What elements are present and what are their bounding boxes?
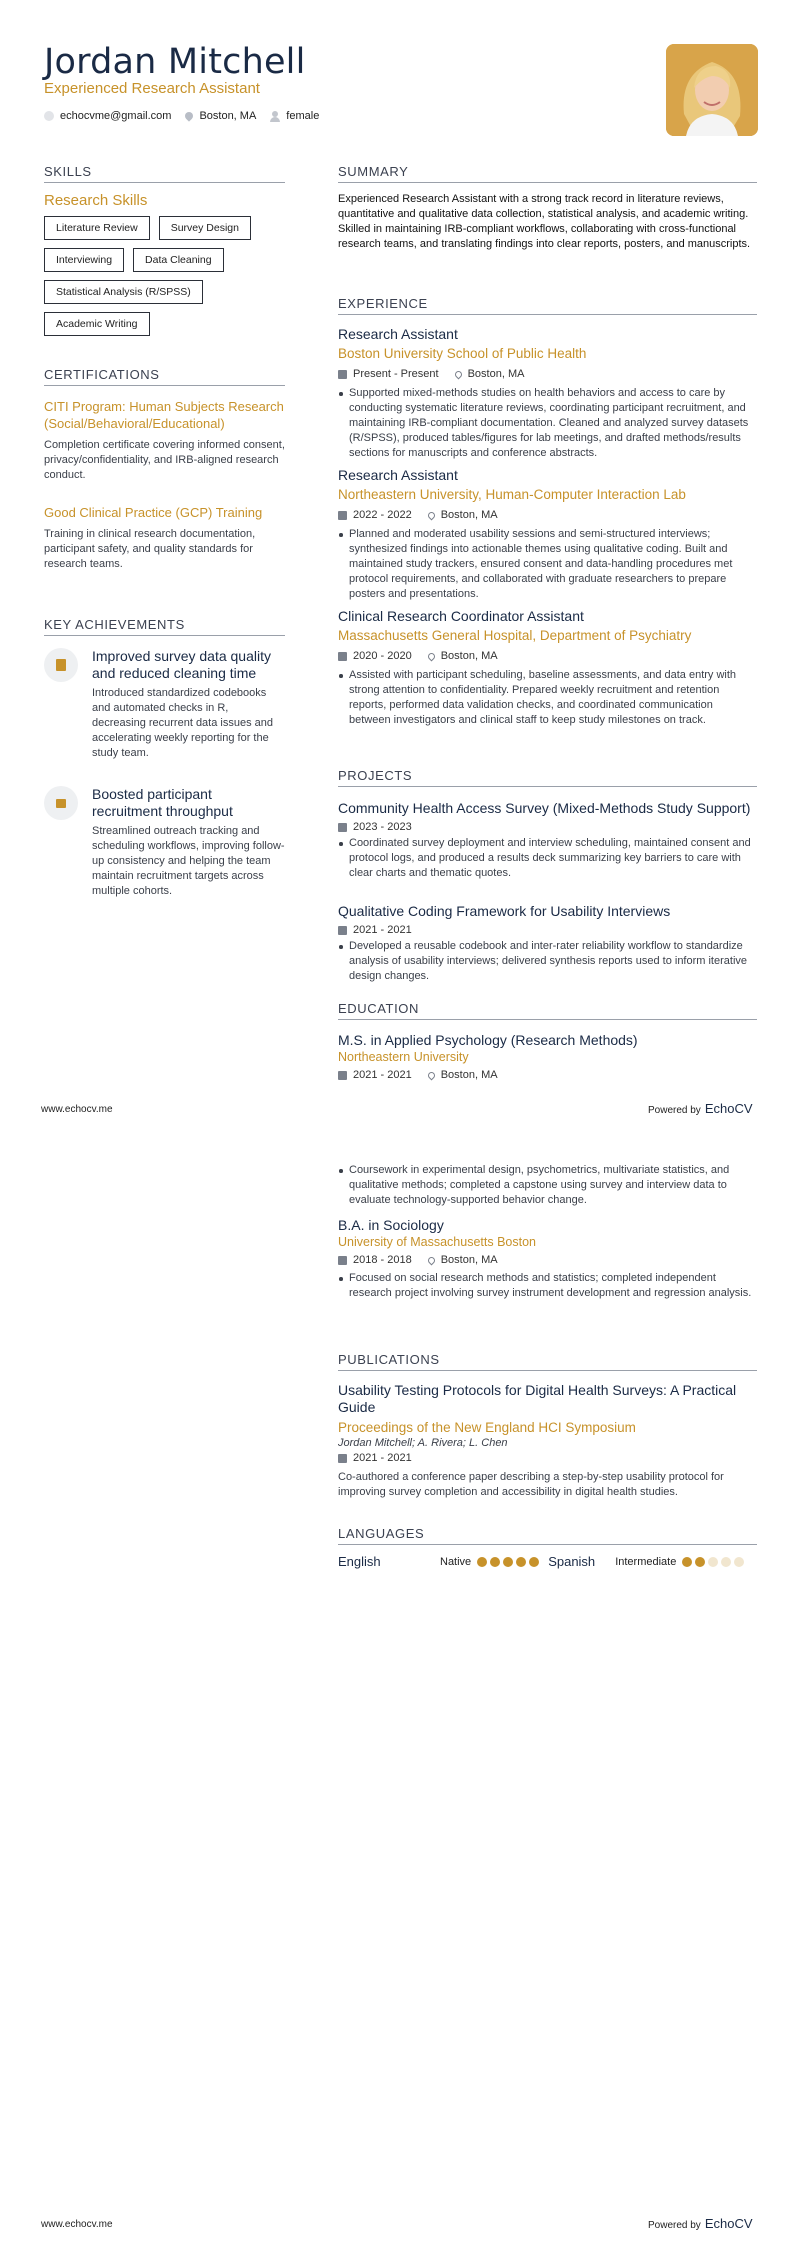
location-pin-icon [184, 110, 195, 121]
experience-role: Clinical Research Coordinator Assistant [338, 608, 584, 624]
rating-dot [695, 1557, 705, 1567]
calendar-icon [338, 511, 347, 520]
calendar-icon [338, 1256, 347, 1265]
experience-bullet: Assisted with participant scheduling, baseline assessments, and data entry with strong attention to confidentiality. Prepared weekly recruitment and retention reports, performed data validation checks, and coordinated communication between investigators and clinical staff to keep study milestones on track. [338, 668, 757, 728]
education-degree: M.S. in Applied Psychology (Research Methods) [338, 1032, 638, 1048]
achievement-text: Streamlined outreach tracking and scheduling workflows, improving follow-up consistency and helping the team maintain recruitment targets across multiple cohorts. [92, 825, 285, 897]
project-item [338, 903, 757, 984]
certification-item [44, 398, 285, 483]
footer-powered-by [648, 2216, 753, 2231]
rating-dot [477, 1557, 487, 1567]
skill-tag: Interviewing [44, 248, 124, 272]
education-section-title: EDUCATION [338, 1001, 757, 1020]
email-text: echocvme@gmail.com [60, 110, 172, 122]
education-dates: 2021 - 2021 [353, 1069, 412, 1081]
languages-row [338, 1554, 757, 1569]
contact-bar [44, 110, 319, 122]
experience-organization: Massachusetts General Hospital, Department of Psychiatry [338, 628, 692, 643]
language-level: Native [440, 1555, 472, 1568]
gender-text: female [286, 110, 320, 122]
summary-section-title: SUMMARY [338, 164, 757, 183]
experience-meta [338, 650, 757, 662]
education-dates: 2018 - 2018 [353, 1254, 412, 1266]
experience-dates: 2022 - 2022 [353, 509, 412, 521]
education-item [338, 1032, 757, 1081]
skill-tag: Survey Design [159, 216, 251, 240]
achievement-text: Introduced standardized codebooks and automated checks in R, decreasing recurrent data issues and accelerating weekly reporting for the study team. [92, 687, 273, 759]
project-dates: 2021 - 2021 [353, 924, 412, 936]
calendar-icon [338, 823, 347, 832]
resume-page-2 [0, 1123, 794, 2246]
experience-organization: Boston University School of Public Health [338, 346, 587, 361]
calendar-icon [338, 1454, 347, 1463]
achievement-item [44, 786, 285, 899]
experience-dates: 2020 - 2020 [353, 650, 412, 662]
calendar-icon [338, 926, 347, 935]
certification-name: CITI Program: Human Subjects Research (Social/Behavioral/Educational) [44, 399, 284, 431]
rating-dot [721, 1557, 731, 1567]
education-item-continued [338, 1163, 757, 1208]
certification-name: Good Clinical Practice (GCP) Training [44, 505, 263, 520]
skill-group-title: Research Skills [44, 192, 148, 209]
experience-section-title: EXPERIENCE [338, 296, 757, 315]
project-bullet: Developed a reusable codebook and inter-rater reliability workflow to standardize analysis of usability interviews; delivered synthesis reports used to inform iterative design changes. [338, 939, 757, 984]
brand-logo-text: EchoCV [704, 2216, 753, 2231]
rating-dot [734, 1557, 744, 1567]
publication-venue: Proceedings of the New England HCI Symposium [338, 1420, 636, 1435]
achievement-item [44, 648, 285, 761]
experience-dates: Present - Present [353, 368, 439, 380]
skill-tags [44, 216, 285, 336]
experience-role: Research Assistant [338, 467, 458, 483]
education-degree: B.A. in Sociology [338, 1217, 444, 1233]
experience-meta [338, 368, 757, 380]
location-pin-icon [426, 1255, 436, 1265]
achievements-section-title: KEY ACHIEVEMENTS [44, 617, 285, 636]
projects-section-title: PROJECTS [338, 768, 757, 787]
education-meta [338, 1254, 757, 1266]
education-bullet: Focused on social research methods and statistics; completed independent research project involving survey instrument development and regression analysis. [338, 1271, 757, 1301]
education-location: Boston, MA [440, 1254, 498, 1266]
achievement-title: Boosted participant recruitment throughput [92, 786, 233, 819]
project-meta [338, 924, 757, 936]
location-pin-icon [426, 651, 436, 661]
rating-dot [490, 1557, 500, 1567]
person-icon [270, 111, 280, 121]
powered-by-text: Powered by [648, 1105, 701, 1116]
skill-tag: Statistical Analysis (R/SPSS) [44, 280, 203, 304]
publication-meta [338, 1452, 757, 1464]
experience-location: Boston, MA [440, 650, 498, 662]
project-name: Qualitative Coding Framework for Usability Interviews [338, 903, 671, 919]
education-location: Boston, MA [440, 1069, 498, 1081]
education-meta [338, 1069, 757, 1081]
experience-meta [338, 509, 757, 521]
language-rating [477, 1557, 539, 1567]
language-rating [682, 1557, 744, 1567]
experience-item [338, 326, 757, 461]
chart-icon [44, 786, 78, 820]
education-school: Northeastern University [338, 1050, 469, 1064]
certification-item [44, 504, 285, 572]
experience-role: Research Assistant [338, 326, 458, 342]
brand-logo-text: EchoCV [704, 1101, 753, 1116]
publication-item [338, 1382, 757, 1500]
education-item [338, 1217, 757, 1301]
experience-item [338, 467, 757, 602]
clipboard-icon [44, 648, 78, 682]
experience-bullet: Planned and moderated usability sessions and semi-structured interviews; synthesized findings into actionable themes using qualitative coding. Built and maintained study trackers, ensured consent and data-handling procedures met protocol requirements, and collaborated with graduate researchers to prepare posters and presentations. [338, 527, 757, 602]
certification-description: Training in clinical research documentation, participant safety, and quality standards for research teams. [44, 528, 256, 570]
rating-dot [503, 1557, 513, 1567]
location-pin-icon [426, 510, 436, 520]
candidate-name: Jordan Mitchell [44, 42, 306, 82]
rating-dot [529, 1557, 539, 1567]
calendar-icon [338, 1071, 347, 1080]
profile-photo [666, 44, 758, 136]
project-bullet: Coordinated survey deployment and interview scheduling, maintained consent and protocol logs, and produced a results deck summarizing key barriers to care with clear charts and thematic quotes. [338, 836, 757, 881]
rating-dot [708, 1557, 718, 1567]
skill-tag: Academic Writing [44, 312, 150, 336]
publication-authors: Jordan Mitchell; A. Rivera; L. Chen [338, 1437, 508, 1449]
achievement-title: Improved survey data quality and reduced cleaning time [92, 648, 271, 681]
publications-section-title: PUBLICATIONS [338, 1352, 757, 1371]
skill-tag: Data Cleaning [133, 248, 224, 272]
location-pin-icon [453, 369, 463, 379]
calendar-icon [338, 370, 347, 379]
candidate-headline: Experienced Research Assistant [44, 80, 260, 97]
footer-powered-by [648, 1101, 753, 1116]
certifications-section-title: CERTIFICATIONS [44, 367, 285, 386]
language-name: Spanish [548, 1554, 596, 1569]
language-name: English [338, 1554, 381, 1569]
project-item [338, 800, 757, 881]
email-icon [44, 111, 54, 121]
education-school: University of Massachusetts Boston [338, 1235, 536, 1249]
experience-location: Boston, MA [467, 368, 525, 380]
project-name: Community Health Access Survey (Mixed-Methods Study Support) [338, 800, 751, 816]
rating-dot [682, 1557, 692, 1567]
experience-organization: Northeastern University, Human-Computer Interaction Lab [338, 487, 686, 502]
language-level: Intermediate [615, 1555, 677, 1568]
powered-by-text: Powered by [648, 2220, 701, 2231]
project-dates: 2023 - 2023 [353, 821, 412, 833]
publication-description: Co-authored a conference paper describing a step-by-step usability protocol for improving survey completion and accessibility in digital health studies. [338, 1471, 724, 1498]
contact-location [185, 110, 256, 122]
experience-location: Boston, MA [440, 509, 498, 521]
contact-gender [270, 110, 319, 122]
experience-item [338, 608, 757, 728]
certification-description: Completion certificate covering informed consent, privacy/confidentiality, and IRB-aligned research conduct. [44, 439, 285, 481]
skills-section-title: SKILLS [44, 164, 285, 183]
publication-title: Usability Testing Protocols for Digital Health Surveys: A Practical Guide [338, 1382, 737, 1415]
location-pin-icon [426, 1070, 436, 1080]
publication-year: 2021 - 2021 [353, 1452, 412, 1464]
footer-website[interactable]: www.echocv.me [41, 1104, 113, 1115]
project-meta [338, 821, 757, 833]
skill-tag: Literature Review [44, 216, 150, 240]
summary-text: Experienced Research Assistant with a strong track record in literature reviews, quantitative and qualitative data collection, statistical analysis, and academic writing. Skilled in maintaining IRB-compliant workflows, collaborating with cross-functional research teams, and translating findings into clear reports, posters, and manuscripts. [338, 193, 751, 250]
rating-dot [516, 1557, 526, 1567]
contact-email[interactable] [44, 110, 171, 122]
location-text: Boston, MA [199, 110, 257, 122]
experience-bullet: Supported mixed-methods studies on health behaviors and access to care by conducting systematic literature reviews, coordinating participant recruitment, and maintaining IRB-compliant documentation. Cleaned and analyzed survey datasets (R/SPSS), produced tables/figures for lab meetings, and drafted methods/results sections for manuscripts and conference abstracts. [338, 386, 757, 461]
footer-website[interactable]: www.echocv.me [41, 2219, 113, 2230]
languages-section-title: LANGUAGES [338, 1526, 757, 1545]
education-bullet: Coursework in experimental design, psychometrics, multivariate statistics, and qualitative methods; completed a capstone using survey and interview data to evaluate technology-supported behavior change. [338, 1163, 757, 1208]
calendar-icon [338, 652, 347, 661]
